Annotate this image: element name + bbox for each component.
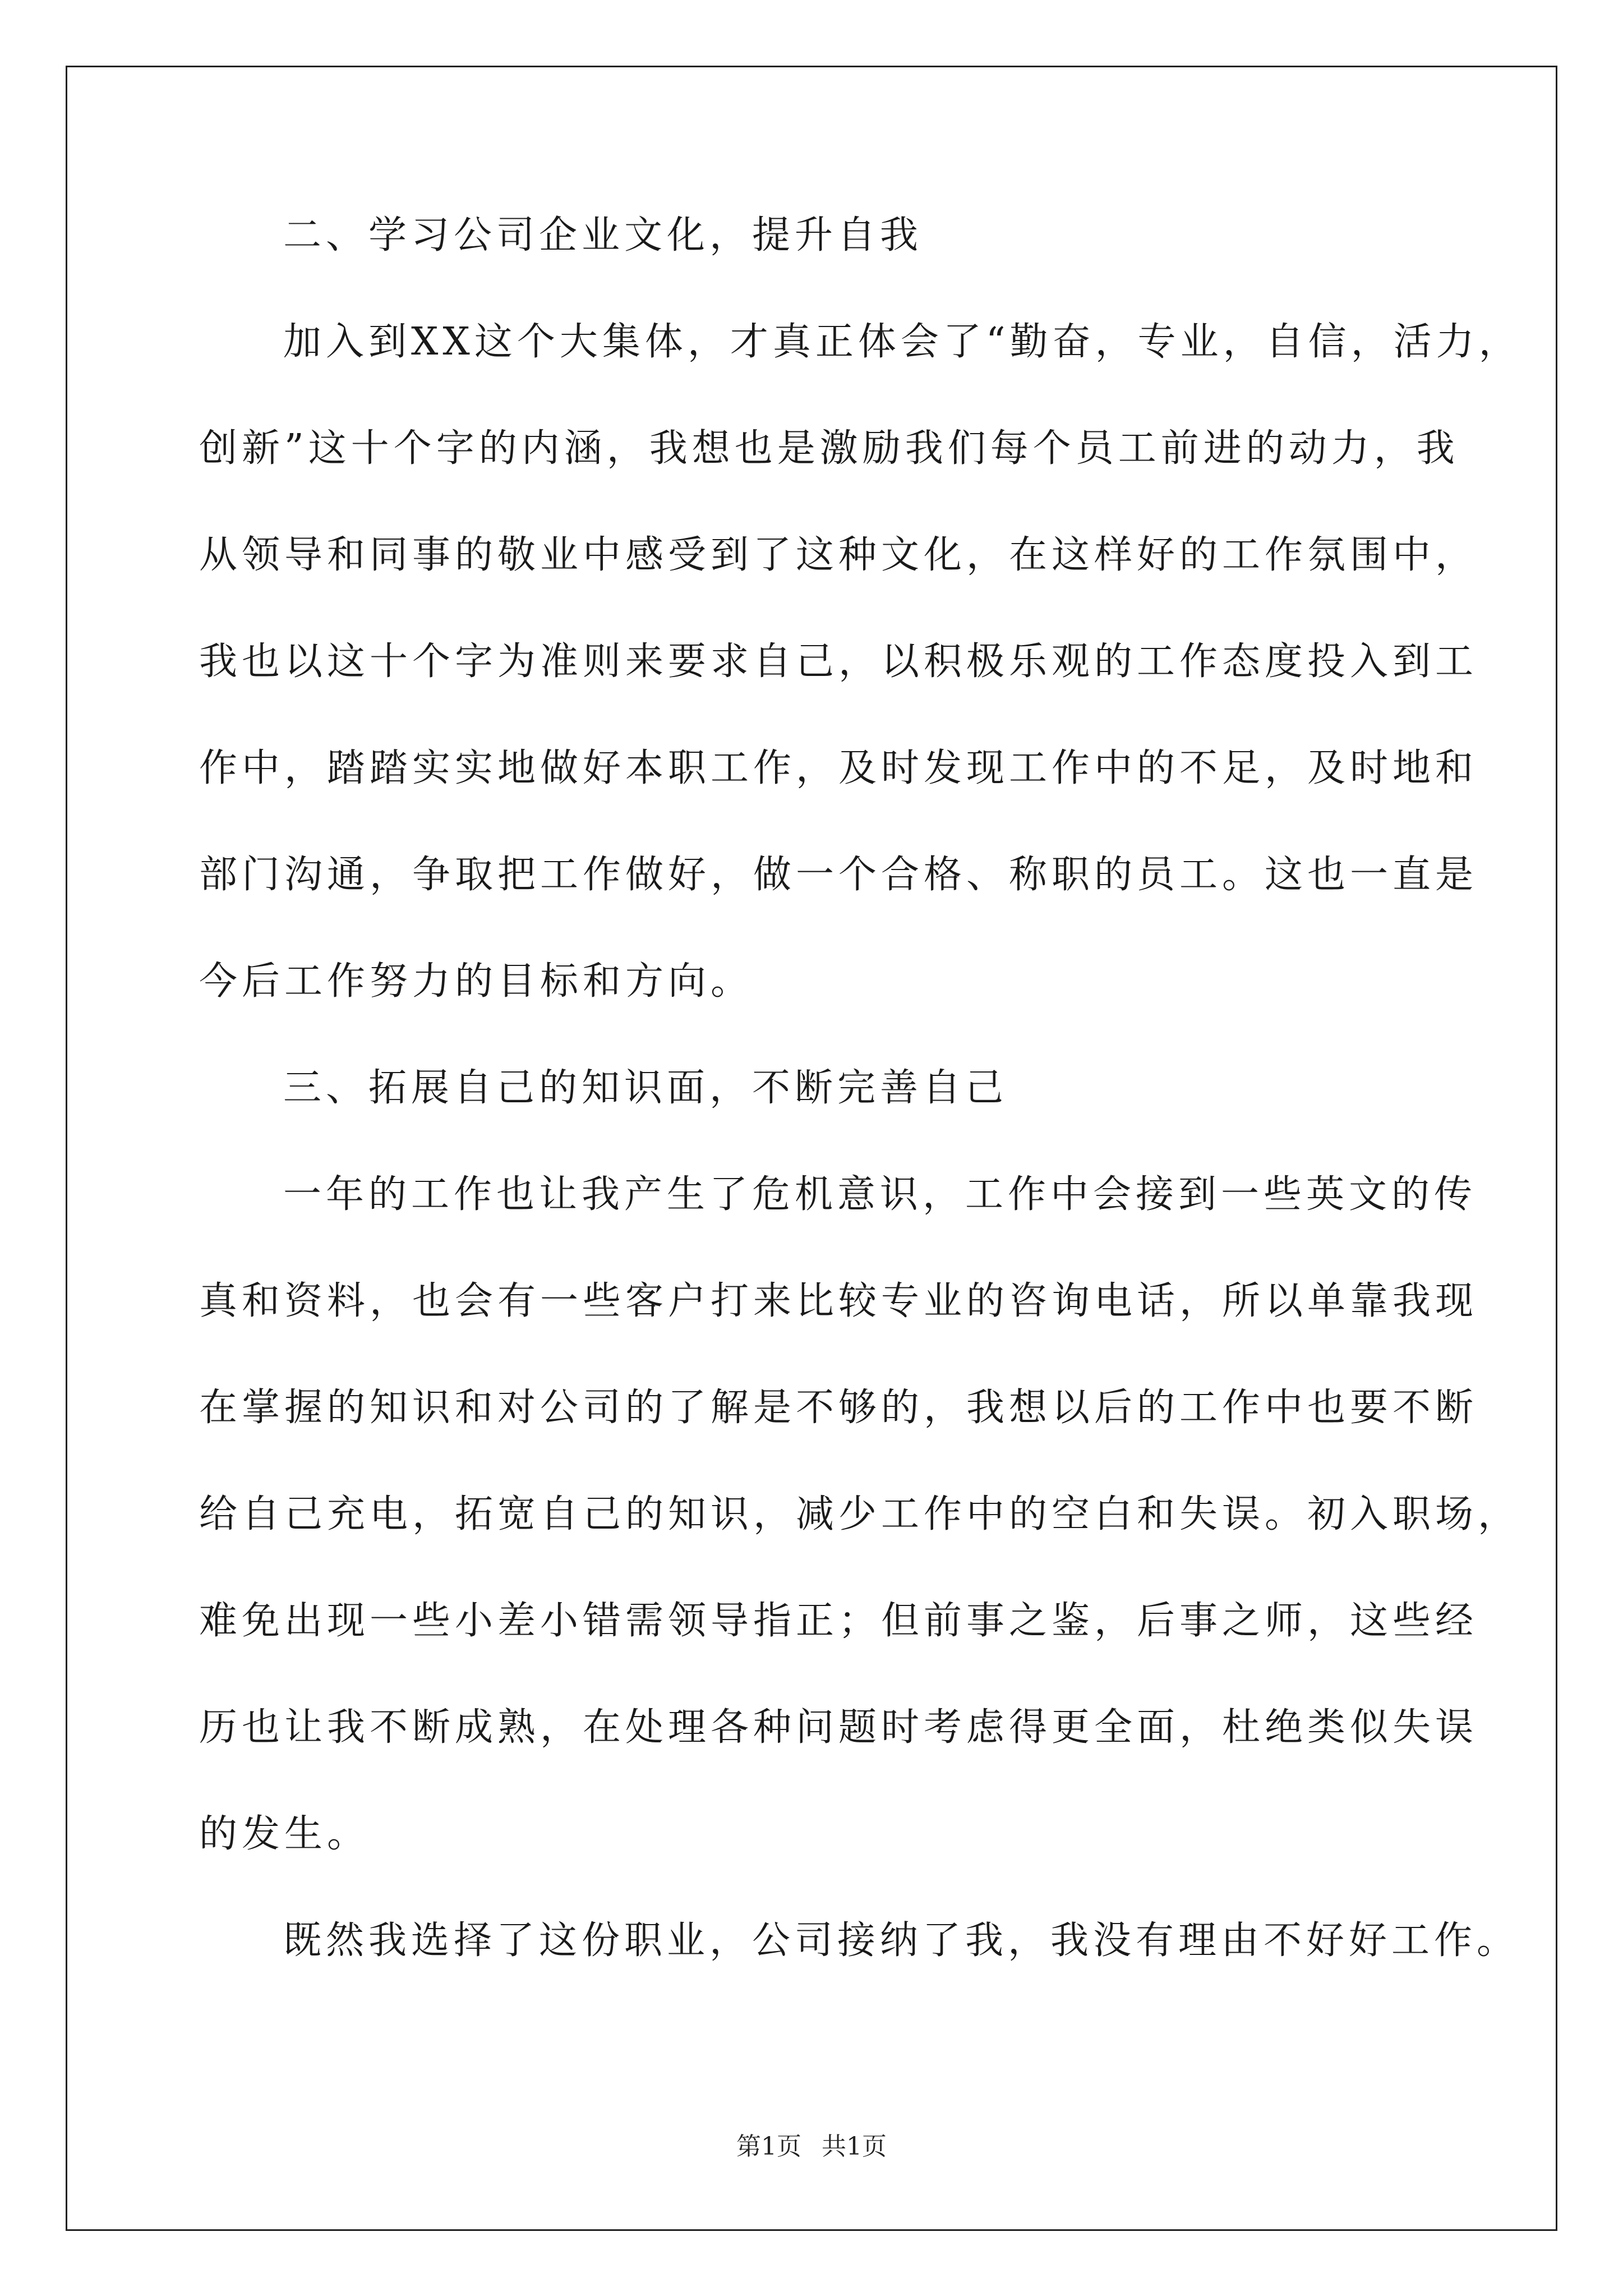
paragraph-line: 历也让我不断成熟，在处理各种问题时考虑得更全面，杜绝类似失误 bbox=[199, 1705, 1478, 1750]
paragraph-line: 给自己充电，拓宽自己的知识，减少工作中的空白和失误。初入职场， bbox=[199, 1492, 1521, 1536]
paragraph-line: 作中，踏踏实实地做好本职工作，及时发现工作中的不足，及时地和 bbox=[199, 746, 1478, 790]
paragraph-line: 既然我选择了这份职业，公司接纳了我，我没有理由不好好工作。 bbox=[283, 1918, 1520, 1963]
paragraph-line: 在掌握的知识和对公司的了解是不够的，我想以后的工作中也要不断 bbox=[199, 1386, 1478, 1430]
paragraph-line: 真和资料，也会有一些客户打来比较专业的咨询电话，所以单靠我现 bbox=[199, 1279, 1478, 1323]
paragraph-line: 的发生。 bbox=[199, 1812, 370, 1856]
heading-section-3: 三、拓展自己的知识面，不断完善自己 bbox=[283, 1066, 1008, 1110]
paragraph-line: 部门沟通，争取把工作做好，做一个合格、称职的员工。这也一直是 bbox=[199, 853, 1478, 897]
paragraph-line: 一年的工作也让我产生了危机意识，工作中会接到一些英文的传 bbox=[283, 1172, 1477, 1217]
heading-section-2: 二、学习公司企业文化，提升自我 bbox=[283, 213, 923, 257]
paragraph-line: 我也以这十个字为准则来要求自己，以积极乐观的工作态度投入到工 bbox=[199, 639, 1478, 684]
paragraph-line: 今后工作努力的目标和方向。 bbox=[199, 959, 754, 1004]
page-border bbox=[66, 66, 1557, 2231]
paragraph-line: 从领导和同事的敬业中感受到了这种文化，在这样好的工作氛围中， bbox=[199, 533, 1478, 577]
paragraph-line: 创新”这十个字的内涵，我想也是激励我们每个员工前进的动力，我 bbox=[199, 426, 1459, 471]
page-footer bbox=[0, 2126, 1623, 2162]
page-total: 共1页 bbox=[822, 2132, 887, 2161]
page-number: 第1页 bbox=[736, 2132, 801, 2161]
paragraph-line: 难免出现一些小差小错需领导指正；但前事之鉴，后事之师，这些经 bbox=[199, 1599, 1478, 1643]
paragraph-line: 加入到XX这个大集体，才真正体会了“勤奋，专业，自信，活力， bbox=[283, 320, 1521, 364]
